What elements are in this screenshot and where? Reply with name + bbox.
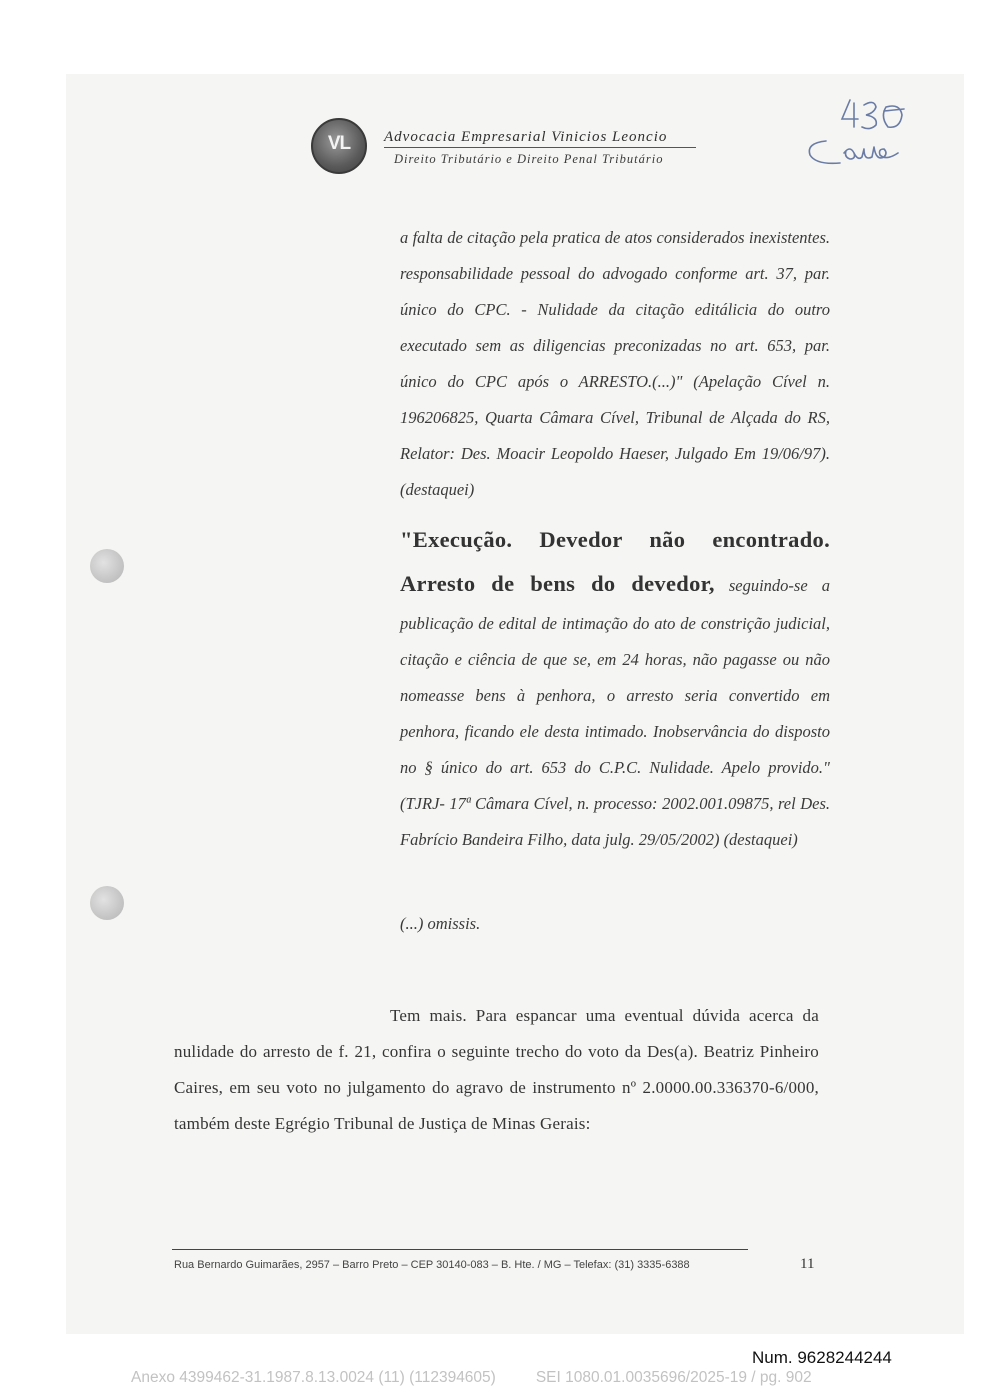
firm-name: Advocacia Empresarial Vinicios Leoncio [384, 129, 696, 148]
punch-hole-bottom [90, 886, 124, 920]
quote-block-1 [400, 220, 830, 508]
quote-2-bold-lead: "Execução. Devedor não encontrado. Arresto de bens do devedor, [400, 527, 830, 596]
quote-2-paragraph [400, 518, 830, 858]
firm-subtitle: Direito Tributário e Direito Penal Tributário [394, 152, 664, 166]
punch-hole-top [90, 549, 124, 583]
annex-watermark [131, 1369, 812, 1387]
annex-reference: Anexo 4399462-31.1987.8.13.0024 (11) (112394605) [131, 1369, 496, 1386]
omissis [400, 906, 830, 942]
body-paragraph-text: Tem mais. Para espancar uma eventual dúvida acerca da nulidade do arresto de f. 21, confira o seguinte trecho do voto da Des(a). Beatriz Pinheiro Caires, em seu voto no julgamento do agravo de instrumento nº 2.0000.00.336370-6/000, também deste Egrégio Tribunal de Justiça de Minas Gerais: [174, 1006, 819, 1133]
firm-logo-text: VL [327, 133, 351, 154]
quote-block-2 [400, 518, 830, 858]
omissis-text: (...) omissis. [400, 914, 481, 933]
firm-logo [311, 118, 367, 174]
sei-reference: SEI 1080.01.0035696/2025-19 / pg. 902 [535, 1369, 812, 1386]
handwritten-annotation [800, 95, 940, 175]
footer-rule [172, 1249, 748, 1250]
page-number: 11 [800, 1256, 815, 1272]
footer-address: Rua Bernardo Guimarães, 2957 – Barro Preto – CEP 30140-083 – B. Hte. / MG – Telefax: (31) 3335-6388 [174, 1259, 690, 1271]
quote-2-text: seguindo-se a publicação de edital de intimação do ato de constrição judicial, citação e ciência de que se, em 24 horas, não pagasse ou não nomeasse bens à penhora, o arresto seria convertido em penhora, ficando ele desta intimado. Inobservância do disposto no § único do art. 653 do C.P.C. Nulidade. Apelo provido."(TJRJ- 17ª Câmara Cível, n. processo: 2002.001.09875, rel Des. Fabrício Bandeira Filho, data julg. 29/05/2002) (destaquei) [400, 576, 830, 849]
body-paragraph [174, 998, 819, 1142]
document-number: Num. 9628244244 [752, 1348, 892, 1367]
quote-1-text: a falta de citação pela pratica de atos considerados inexistentes. responsabilidade pessoal do advogado conforme art. 37, par. único do CPC. - Nulidade da citação editálicia do outro executado sem as diligencias preconizadas no art. 653, par. único do CPC após o ARRESTO.(...)" (Apelação Cível n. 196206825, Quarta Câmara Cível, Tribunal de Alçada do RS, Relator: Des. Moacir Leopoldo Haeser, Julgado Em 19/06/97). (destaquei) [400, 228, 830, 499]
